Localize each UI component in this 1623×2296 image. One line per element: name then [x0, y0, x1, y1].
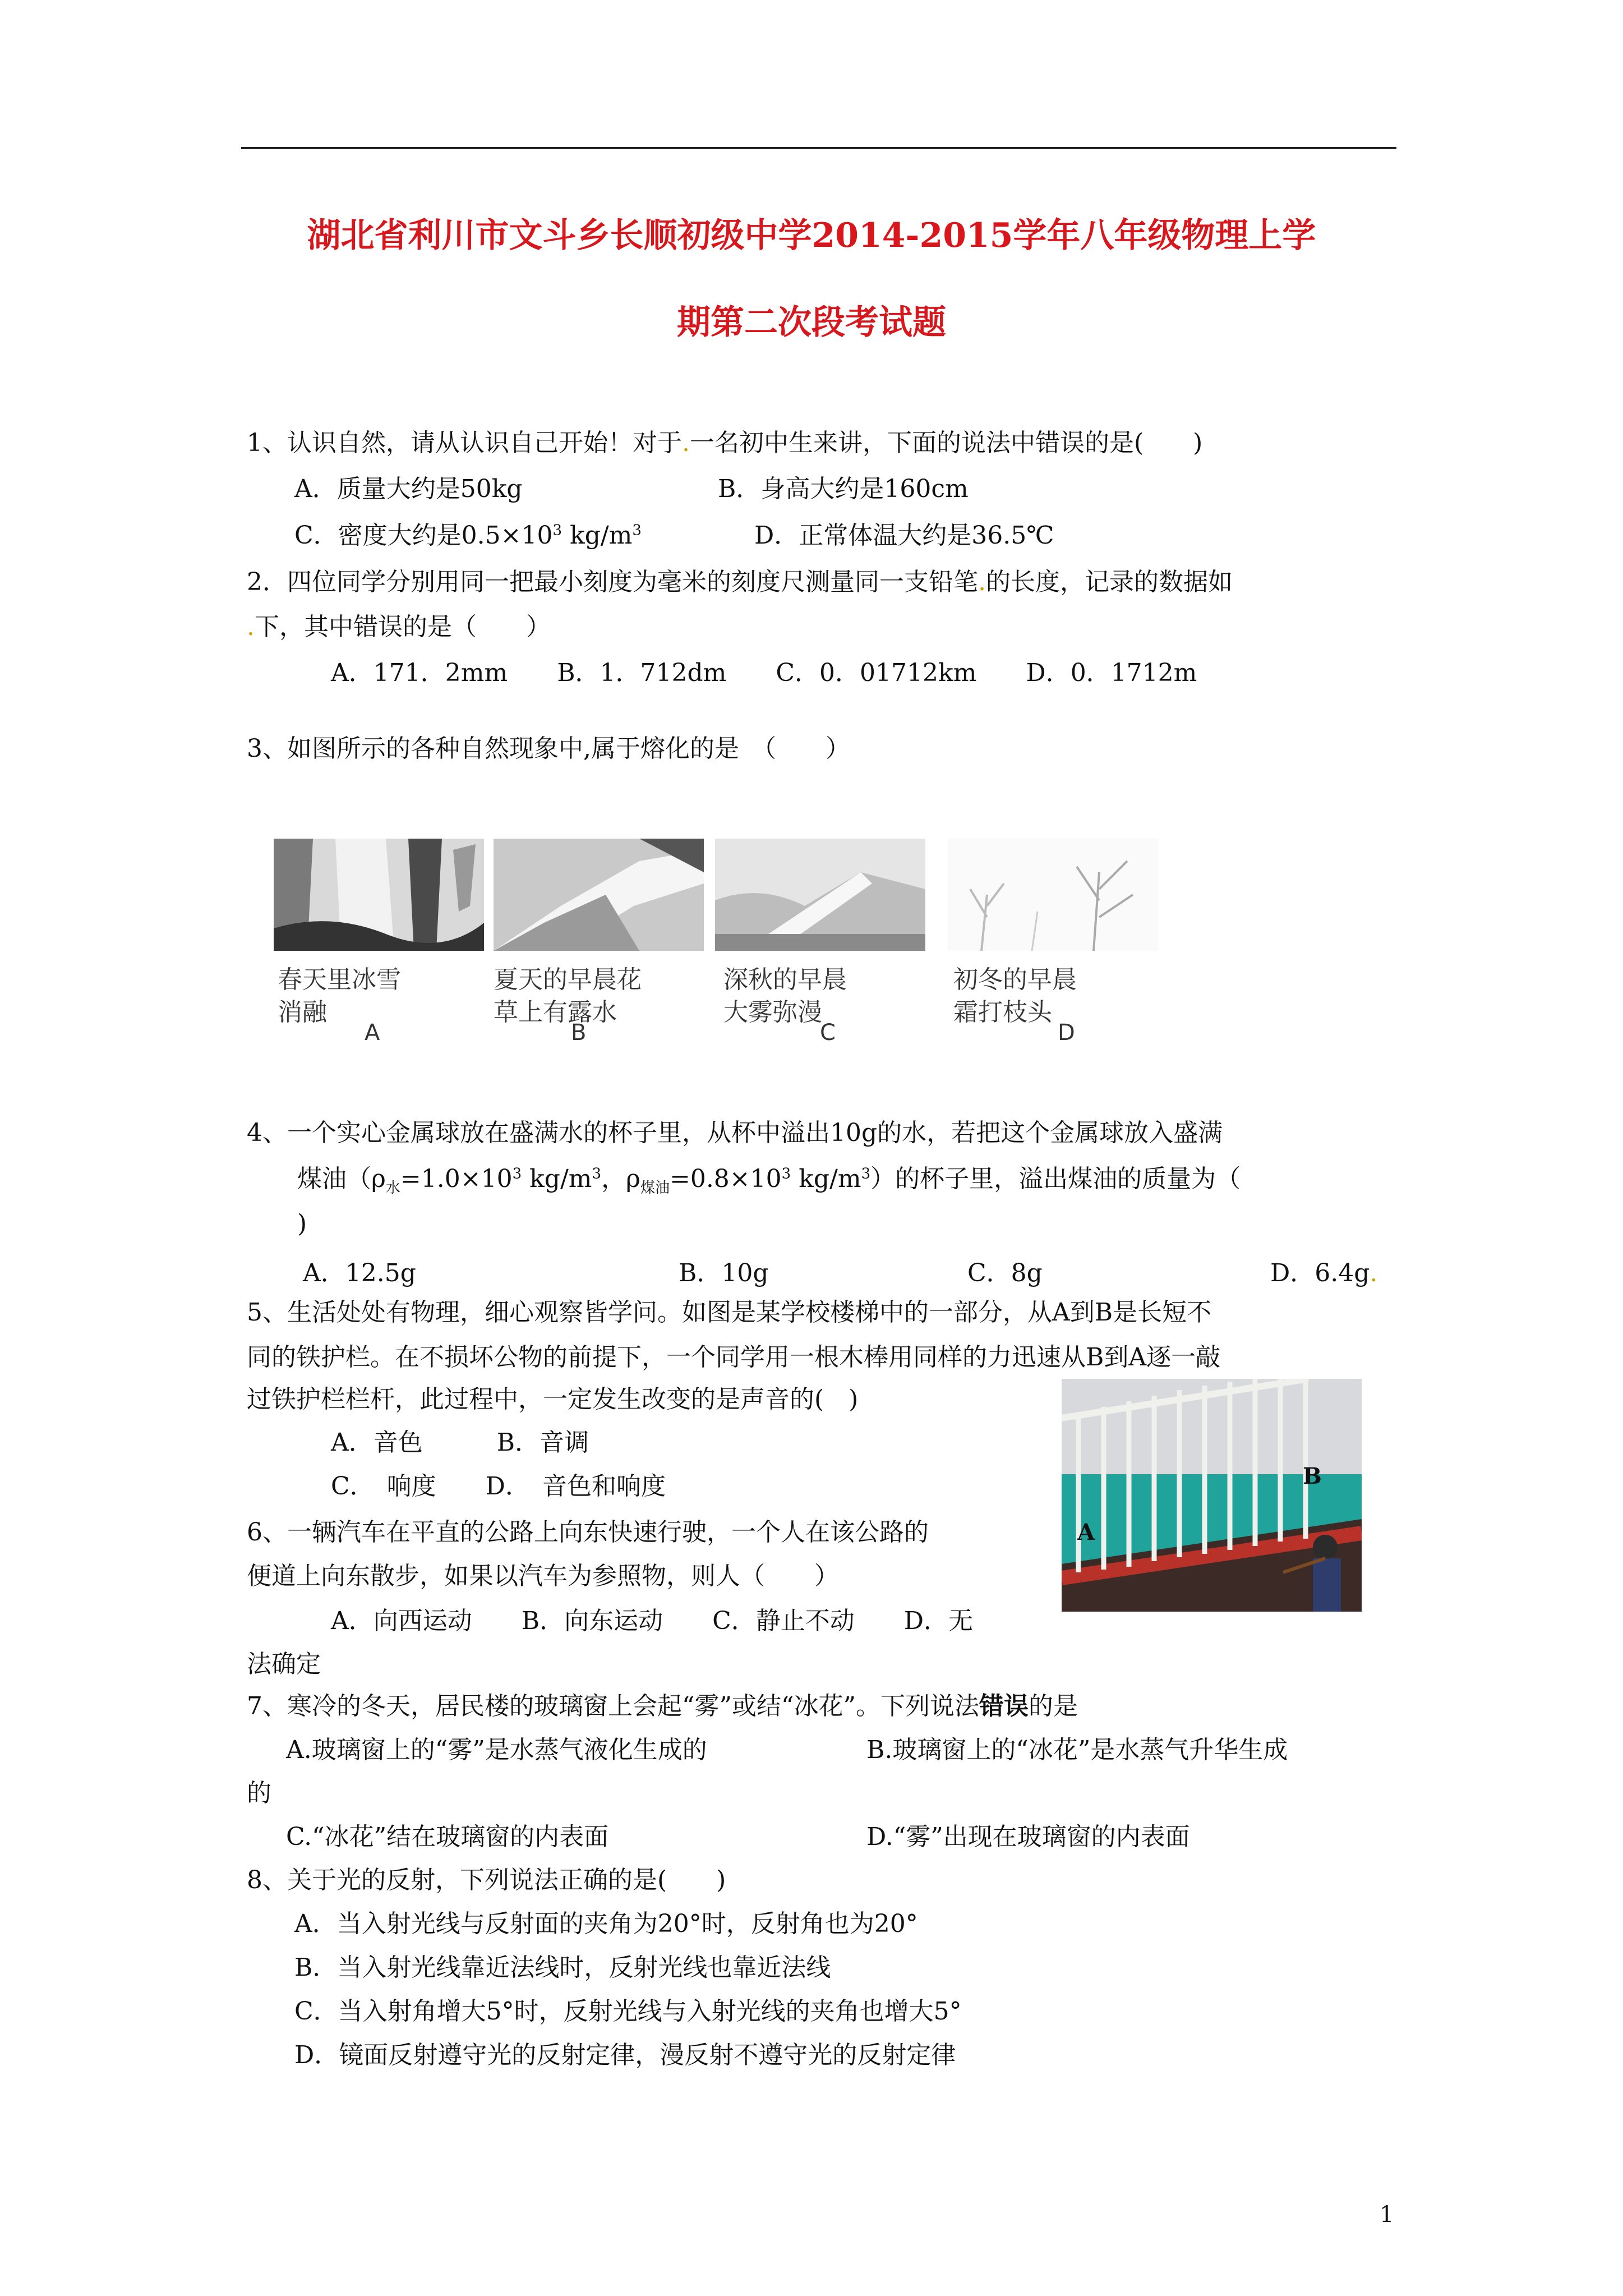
page-title-line2: 期第二次段考试题: [677, 303, 946, 342]
question-6-line2: 便道上向东散步，如果以汽车为参照物，则人（ ）: [247, 1562, 839, 1590]
staircase-photo: [1062, 1379, 1362, 1612]
question-6-line1: 6、一辆汽车在平直的公路上向东快速行驶，一个人在该公路的: [247, 1518, 929, 1547]
header-rule: [241, 147, 1396, 149]
question-3-stem: 3、如图所示的各种自然现象中,属于熔化的是 （ ）: [247, 734, 850, 763]
q8-option-c: C．当入射角增大5°时，反射光线与入射光线的夹角也增大5°: [294, 1997, 962, 2026]
question-5-line1: 5、生活处处有物理，细心观察皆学问。如图是某学校楼梯中的一部分，从A到B是长短不: [247, 1298, 1212, 1327]
label-a: A: [1077, 1519, 1095, 1545]
figure-d-frost: [948, 839, 1158, 951]
question-4-line1: 4、一个实心金属球放在盛满水的杯子里，从杯中溢出10g的水，若把这个金属球放入盛满: [247, 1119, 1223, 1147]
q7-option-b: B.玻璃窗上的“冰花”是水蒸气升华生成: [866, 1736, 1288, 1764]
question-4-line2: 煤油（$\rho_水=1.0\times 10^3$ $kg/m^3$，$\rho_{煤油}=0.8\times 10^3$ $kg/m^3$）的杯子里，溢出煤油的质量为（: [297, 1165, 1241, 1197]
question-2-stem-cont: .下，其中错误的是（ ）: [247, 613, 551, 641]
figure-letter-c: C: [820, 1020, 836, 1046]
q7-option-b-cont: 的: [247, 1779, 271, 1807]
q6-options: A．向西运动 B．向东运动 C．静止不动 D．无: [331, 1607, 974, 1635]
question-5-line3: 过铁护栏栏杆，此过程中，一定发生改变的是声音的( ): [247, 1385, 859, 1414]
q8-option-b: B．当入射光线靠近法线时，反射光线也靠近法线: [294, 1953, 831, 1982]
question-7-stem: 7、寒冷的冬天，居民楼的玻璃窗上会起“雾”或结“冰花”。下列说法错误的是: [247, 1692, 1078, 1720]
q1-option-d: D．正常体温大约是36.5℃: [754, 521, 1054, 550]
figure-letter-b: B: [571, 1020, 587, 1046]
page-number: 1: [1380, 2202, 1394, 2228]
page-title-line1: 湖北省利川市文斗乡长顺初级中学2014-2015学年八年级物理上学: [307, 216, 1316, 255]
q4-option-b: B．10g: [679, 1259, 769, 1287]
q4-option-c: C．8g: [967, 1259, 1043, 1287]
figure-b-dew: [494, 839, 704, 951]
figure-a-ice-melting: [274, 839, 484, 951]
q1-option-b: B．身高大约是160cm: [718, 475, 969, 503]
q1-option-a: A．质量大约是50kg: [294, 475, 523, 503]
label-b: B: [1303, 1463, 1322, 1489]
caption-a: 春天里冰雪 消融: [278, 965, 401, 1027]
q7-option-c: C.“冰花”结在玻璃窗的内表面: [286, 1823, 609, 1851]
q7-option-a: A.玻璃窗上的“雾”是水蒸气液化生成的: [286, 1736, 707, 1764]
q4-option-a: A．12.5g: [303, 1259, 416, 1287]
q8-option-d: D．镜面反射遵守光的反射定律，漫反射不遵守光的反射定律: [294, 2041, 956, 2069]
question-4-line3: ): [297, 1209, 307, 1238]
q5-options-row1: A．音色 B．音调: [331, 1428, 589, 1457]
caption-b: 夏天的早晨花 草上有露水: [494, 965, 642, 1027]
caption-d: 初冬的早晨 霜打枝头: [953, 965, 1077, 1027]
figure-letter-a: A: [365, 1020, 380, 1046]
question-8-stem: 8、关于光的反射，下列说法正确的是( ): [247, 1866, 726, 1894]
q2-options: A．171．2mm B．1．712dm C．0．01712km D．0．1712m: [331, 659, 1197, 687]
figure-c-fog: [715, 839, 925, 951]
q1-option-c: C．密度大约是$0.5\times 10^3$ $kg/m^3$: [294, 521, 642, 550]
question-1-stem: 1、认识自然，请从认识自己开始！对于.一名初中生来讲，下面的说法中错误的是( ): [247, 429, 1203, 457]
q5-options-row2: C． 响度 D． 音色和响度: [331, 1472, 666, 1501]
q4-option-d: D．6.4g.: [1270, 1259, 1378, 1287]
question-5-line2: 同的铁护栏。在不损坏公物的前提下，一个同学用一根木棒用同样的力迅速从B到A逐一敲: [247, 1343, 1221, 1372]
q7-option-d: D.“雾”出现在玻璃窗的内表面: [866, 1823, 1190, 1851]
figure-letter-d: D: [1058, 1020, 1075, 1046]
q8-option-a: A．当入射光线与反射面的夹角为20°时，反射角也为20°: [294, 1910, 918, 1938]
question-2-stem: 2．四位同学分别用同一把最小刻度为毫米的刻度尺测量同一支铅笔.的长度，记录的数据如: [247, 568, 1233, 596]
caption-c: 深秋的早晨 大雾弥漫: [723, 965, 847, 1027]
q6-options-cont: 法确定: [247, 1650, 321, 1678]
